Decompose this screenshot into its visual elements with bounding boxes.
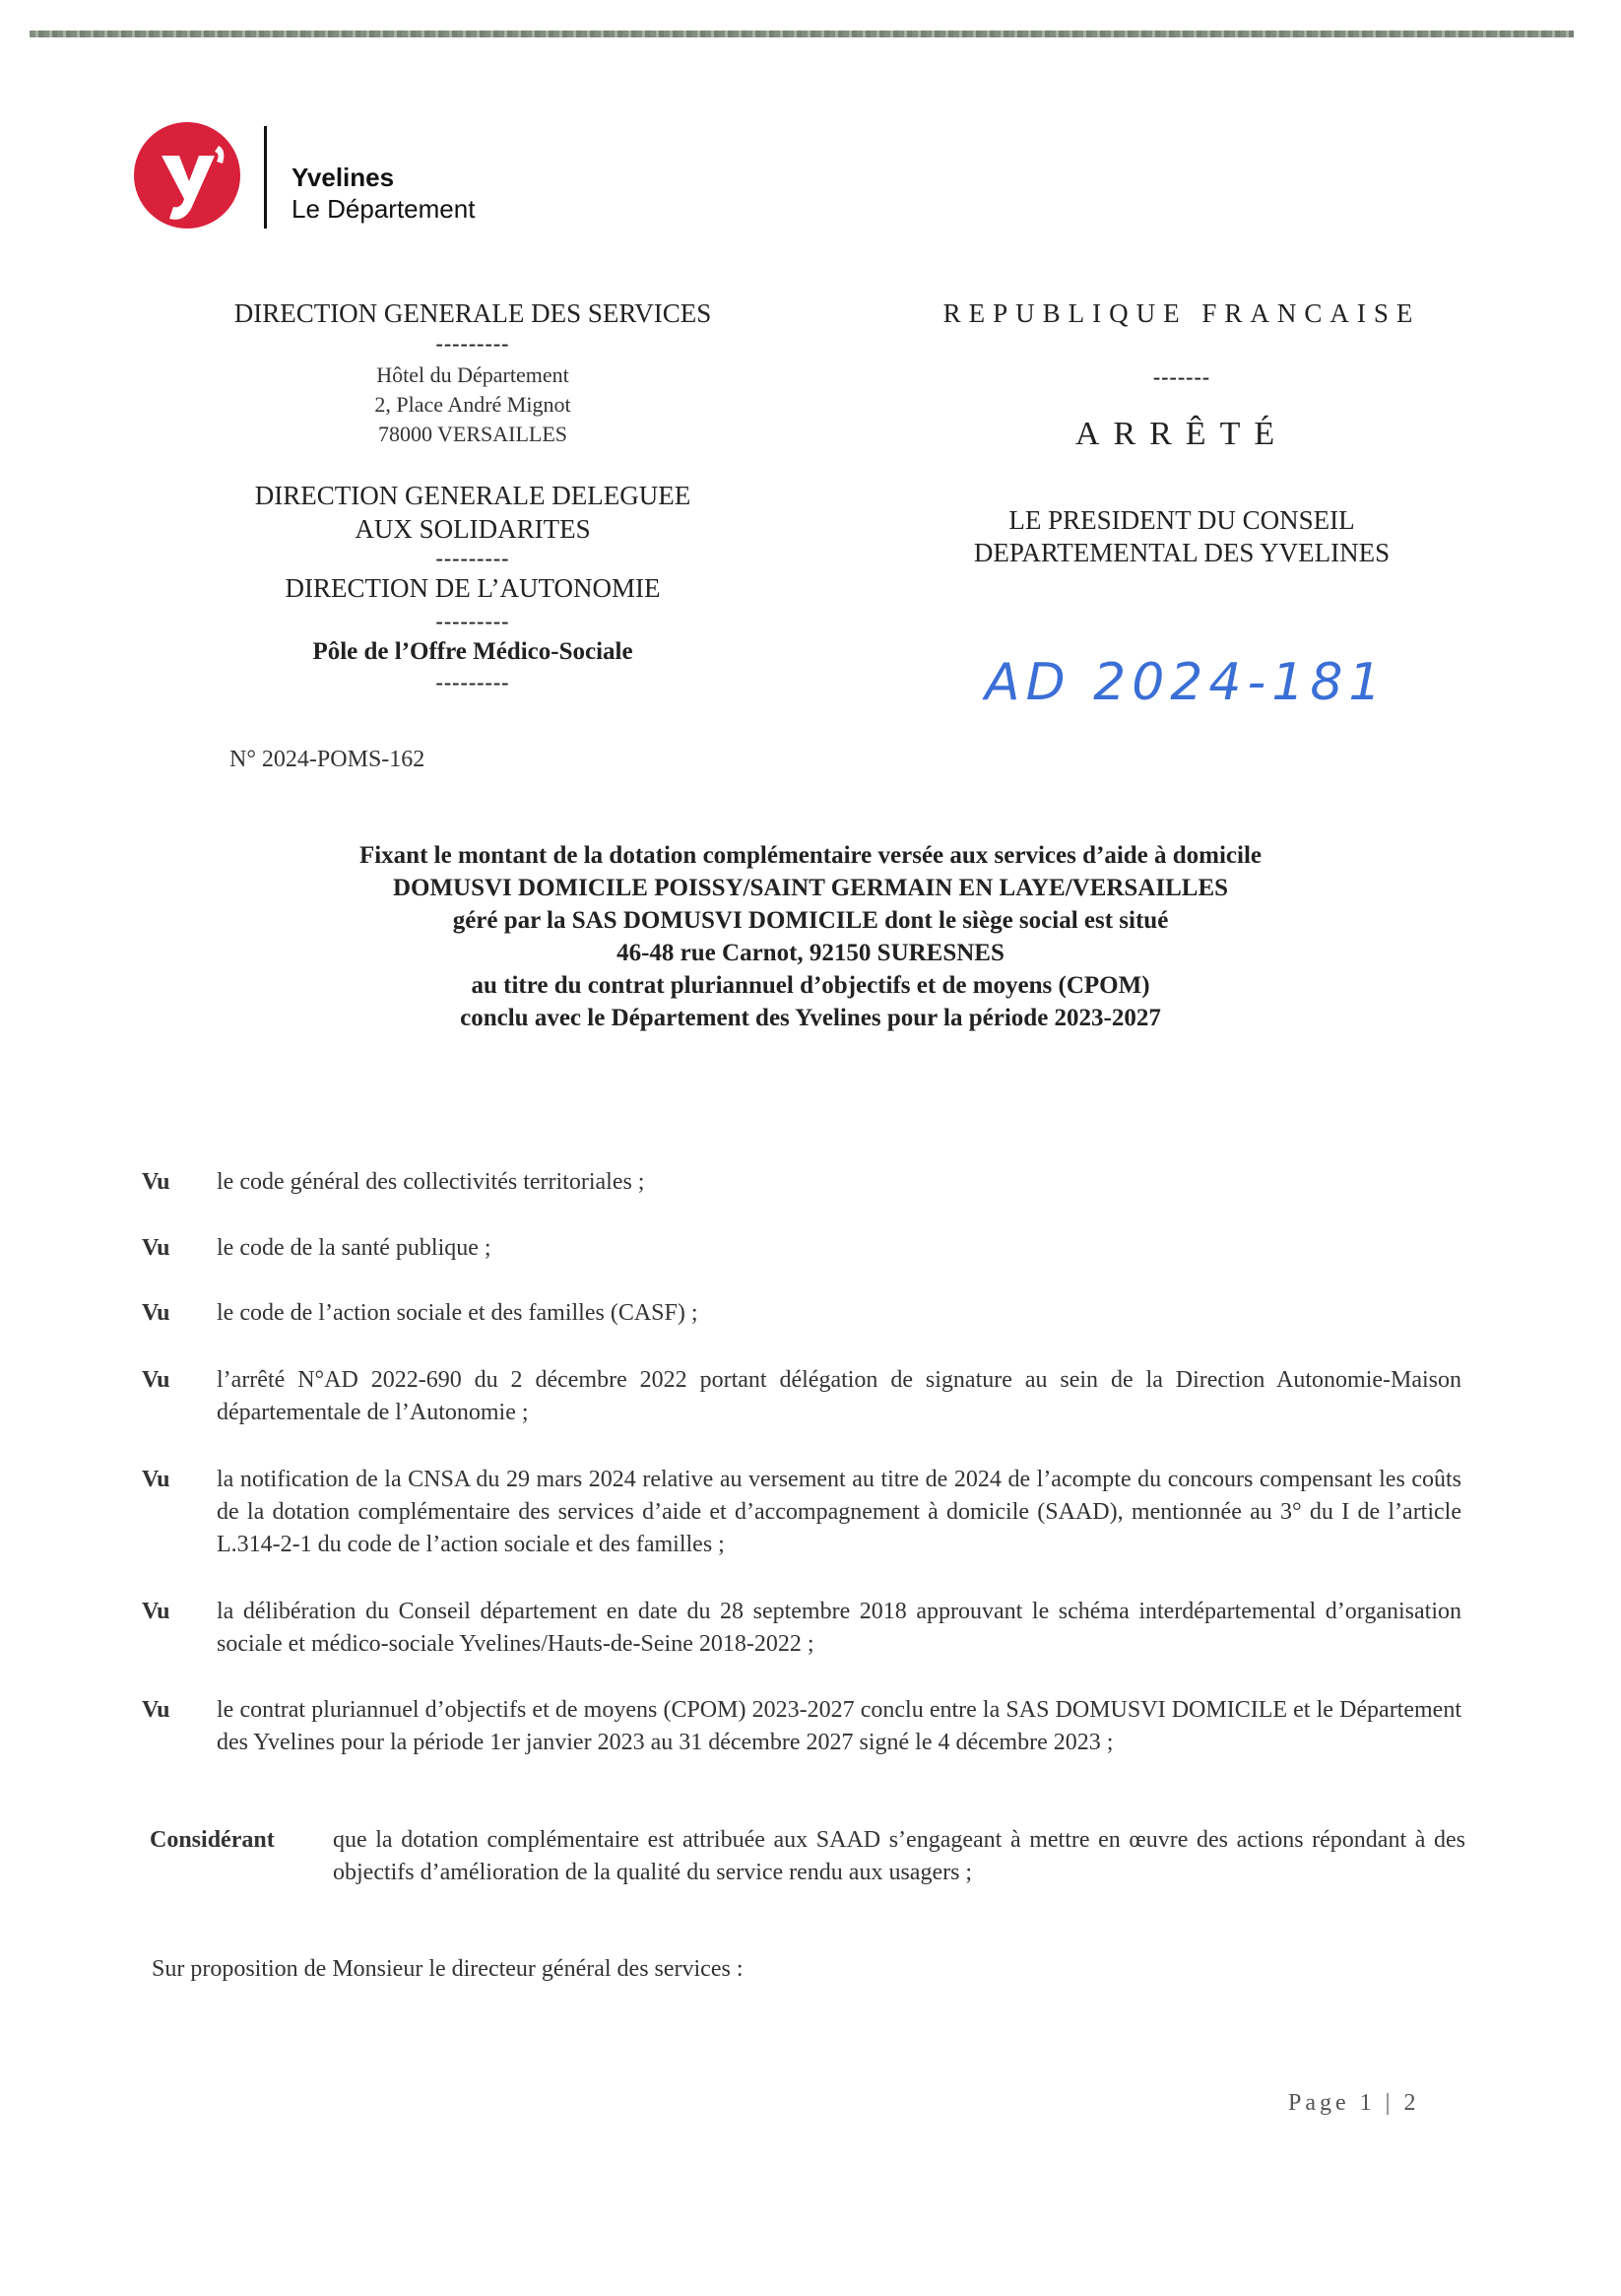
arrete-title bbox=[197, 839, 1424, 1034]
title-line: 46-48 rue Carnot, 92150 SURESNES bbox=[616, 940, 1005, 966]
vu-text: l’arrêté N°AD 2022-690 du 2 décembre 2022 portant délégation de signature au sein de la Direction Autonomie-Maison départementale de l’Autonomie ; bbox=[217, 1367, 1461, 1425]
vu-label: Vu bbox=[142, 1599, 170, 1624]
title-line: conclu avec le Département des Yvelines pour la période 2023-2027 bbox=[460, 1005, 1161, 1031]
logo-line-2: Le Département bbox=[292, 194, 476, 224]
considerant-item bbox=[150, 1824, 1465, 1889]
vu-item bbox=[142, 1166, 1461, 1199]
separator-dash: --------- bbox=[435, 546, 510, 570]
vu-item bbox=[142, 1232, 1461, 1265]
right-header bbox=[847, 295, 1517, 569]
handwritten-reference bbox=[981, 642, 1387, 721]
title-line: au titre du contrat pluriannuel d’objectifs et de moyens (CPOM) bbox=[471, 972, 1150, 999]
left-header bbox=[148, 295, 798, 695]
proposition-text: Sur proposition de Monsieur le directeur général des services : bbox=[152, 1956, 744, 1982]
delegue-line: DIRECTION GENERALE DELEGUEE bbox=[254, 481, 691, 510]
pole-heading: Pôle de l’Offre Médico-Sociale bbox=[312, 638, 633, 665]
separator-dash: --------- bbox=[435, 609, 510, 633]
vu-text: la délibération du Conseil département en date du 28 septembre 2018 approuvant le schéma interdépartemental d’organisation sociale et médico-sociale Yvelines/Hauts-de-Seine 2018-2022 ; bbox=[217, 1599, 1461, 1657]
vu-item bbox=[142, 1596, 1461, 1661]
logo-text bbox=[292, 162, 475, 225]
logo-line-1: Yvelines bbox=[292, 163, 395, 192]
scan-top-border bbox=[30, 31, 1574, 37]
logo-separator bbox=[264, 126, 267, 229]
vu-label: Vu bbox=[142, 1367, 170, 1393]
vu-label: Vu bbox=[142, 1467, 170, 1492]
vu-item bbox=[142, 1464, 1461, 1561]
vu-label: Vu bbox=[142, 1697, 170, 1723]
vu-label: Vu bbox=[142, 1169, 170, 1195]
vu-item bbox=[142, 1694, 1461, 1759]
arrete-heading: ARRÊTÉ bbox=[1074, 416, 1289, 452]
considerant-label: Considérant bbox=[150, 1827, 275, 1853]
president-line: DEPARTEMENTAL DES YVELINES bbox=[973, 538, 1391, 567]
address-line: 78000 VERSAILLES bbox=[377, 422, 568, 446]
republique-heading: REPUBLIQUE FRANCAISE bbox=[942, 298, 1421, 328]
title-line: DOMUSVI DOMICILE POISSY/SAINT GERMAIN EN LAYE/VERSAILLES bbox=[392, 875, 1229, 901]
address-block bbox=[148, 361, 798, 449]
autonomie-heading: DIRECTION DE L’AUTONOMIE bbox=[285, 573, 661, 603]
delegue-heading bbox=[148, 479, 798, 546]
separator-dash: ------- bbox=[1152, 364, 1211, 389]
vu-text: le code de l’action sociale et des familles (CASF) ; bbox=[217, 1300, 698, 1326]
handwritten-reference-text: AD 2024-181 bbox=[985, 653, 1387, 712]
vu-item bbox=[142, 1297, 1461, 1330]
president-heading bbox=[847, 504, 1517, 569]
arrete-number: N° 2024-POMS-162 bbox=[229, 747, 425, 772]
title-line: Fixant le montant de la dotation complémentaire versée aux services d’aide à domicile bbox=[358, 842, 1263, 869]
vu-label: Vu bbox=[142, 1235, 170, 1261]
vu-label: Vu bbox=[142, 1300, 170, 1326]
yvelines-logo-icon bbox=[132, 120, 242, 230]
address-line: Hôtel du Département bbox=[376, 362, 569, 387]
separator-dash: --------- bbox=[435, 331, 510, 356]
vu-text: le code de la santé publique ; bbox=[217, 1235, 491, 1261]
delegue-line: AUX SOLIDARITES bbox=[355, 514, 591, 544]
separator-dash: --------- bbox=[435, 670, 510, 694]
direction-generale-heading: DIRECTION GENERALE DES SERVICES bbox=[233, 298, 712, 328]
vu-text: la notification de la CNSA du 29 mars 2024 relative au versement au titre de 2024 de l’acompte du concours compensant les coûts de la dotation complémentaire des services d’aide et d’accompagnement à domicile (SAAD), mentionnée au 3° du I de l’article L.314-2-1 du code de l’action sociale et des familles ; bbox=[217, 1467, 1461, 1557]
vu-text: le contrat pluriannuel d’objectifs et de moyens (CPOM) 2023-2027 conclu entre la SAS DOMUSVI DOMICILE et le Département des Yvelines pour la période 1er janvier 2023 au 31 décembre 2027 signé le 4 décembre 2023 ; bbox=[217, 1697, 1461, 1755]
vu-text: le code général des collectivités territoriales ; bbox=[217, 1169, 645, 1195]
considerant-text: que la dotation complémentaire est attribuée aux SAAD s’engageant à mettre en œuvre des actions répondant à des objectifs d’amélioration de la qualité du service rendu aux usagers ; bbox=[333, 1827, 1465, 1885]
vu-item bbox=[142, 1364, 1461, 1429]
address-line: 2, Place André Mignot bbox=[374, 392, 571, 417]
president-line: LE PRESIDENT DU CONSEIL bbox=[1008, 505, 1355, 535]
page-number: Page 1 | 2 bbox=[1288, 2090, 1420, 2116]
title-line: géré par la SAS DOMUSVI DOMICILE dont le siège social est situé bbox=[452, 907, 1169, 934]
